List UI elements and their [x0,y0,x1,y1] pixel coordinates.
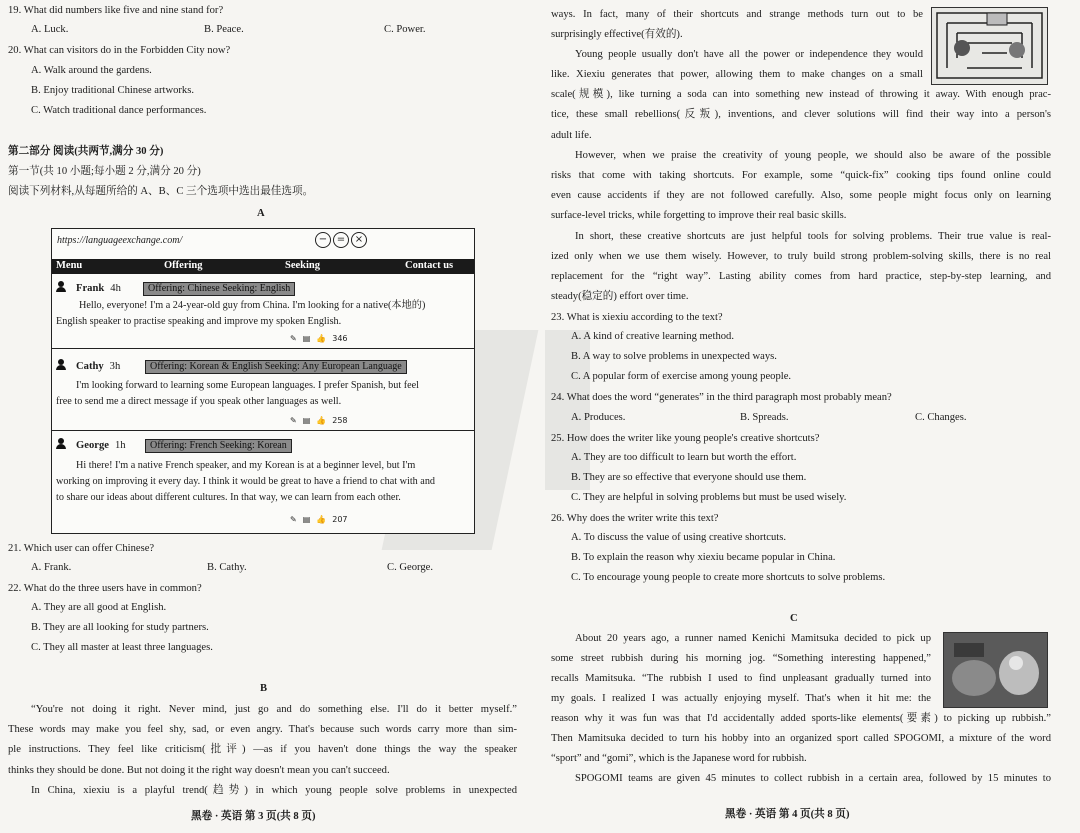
window-controls [315,232,367,248]
user-icon [56,438,66,449]
passage-c-line: “sport” and “gomi”, which is the Japanese word for rubbish. [551,753,807,764]
website-url[interactable]: https://languageexchange.com/ [57,235,183,246]
passage-b-line: In short, these creative shortcuts are just helpful tools for solving problems. Their true value is real- [575,231,1051,242]
like-icon[interactable]: 👍 [316,416,327,425]
q19-option-c: C. Power. [384,24,426,35]
like-icon[interactable]: 👍 [316,515,327,524]
like-count: 346 [332,334,348,343]
minimize-icon[interactable]: − [315,232,331,248]
q21-option-b: B. Cathy. [207,562,247,573]
passage-b-line: “You're not doing it right. Never mind, just go and do something else. I'll do it better myself.” [31,704,517,715]
username[interactable]: Frank [76,283,105,294]
language-tag: Offering: French Seeking: Korean [145,439,292,453]
passage-b-line: scale(规模), like turning a soda can into something new instead of throwing it away. With enough prac- [551,89,1051,100]
passage-b-line: replacement for the “right way”. Lasting ability comes from hard practice, step-by-step learning, and [551,271,1051,282]
passage-c-line: recalls Mamitsuka. “The rubbish I used to find unpleasant gradually turned into [551,673,931,684]
maze-cartoon-image [931,7,1048,85]
right-page [540,0,1080,833]
passage-b-line: In China, xiexiu is a playful trend(趋势) in which young people solve problems in unexpected [31,785,517,796]
q22-option-b: B. They are all looking for study partners. [31,622,209,633]
passage-c-line: SPOGOMI teams are given 45 minutes to collect rubbish in a certain area, followed by 15 minutes to [575,773,1051,784]
q24-option-a: A. Produces. [571,412,626,423]
q26-option-a: A. To discuss the value of using creative shortcuts. [571,532,787,543]
edit-icon[interactable]: ✎ [290,334,297,343]
language-tag: Offering: Chinese Seeking: English [143,282,295,296]
passage-b-line: risks that come with taking shortcuts. For example, some “quick-fix” cooking tips found online could [551,170,1051,181]
username[interactable]: George [76,440,109,451]
passage-b-line: ple instructions. They feel like criticism(批评) —as if you haven't done things the way the speaker [8,744,517,755]
language-tag: Offering: Korean & English Seeking: Any European Language [145,360,407,374]
passage-b-line: adult life. [551,130,592,141]
nav-seeking[interactable]: Seeking [285,260,321,271]
spogomi-photo [943,632,1048,708]
q23-option-a: A. A kind of creative learning method. [571,331,734,342]
passage-c-line: some street rubbish during his morning jog. “Something interesting happened,” [551,653,931,664]
passage-c-letter: C [790,613,798,624]
passage-c-line: my goals. I realized I was actually enjoying myself. That's when it hit me: the [551,693,931,704]
user-icon [56,281,66,292]
q24-stem: 24. What does the word “generates” in the third paragraph most probably mean? [551,392,892,403]
q26-stem: 26. Why does the writer write this text? [551,513,719,524]
passage-b-line: ized only when we use them wisely. However, to truly build strong problem-solving skills, there is no real [551,251,1051,262]
post-text-line: I'm looking forward to learning some European languages. I prefer Spanish, but feel [76,380,420,391]
language-exchange-website [51,228,475,534]
q24-option-c: C. Changes. [915,412,967,423]
q23-option-c: C. A popular form of exercise among young people. [571,371,792,382]
user-icon [56,359,66,370]
post-actions [284,515,348,524]
post-george [52,432,474,532]
passage-b-line: steady(稳定的) effort over time. [551,291,689,302]
passage-a-letter: A [257,208,265,219]
post-header [56,281,121,294]
post-time: 1h [114,440,126,451]
nav-menu[interactable]: Menu [56,260,83,271]
q23-stem: 23. What is xiexiu according to the text? [551,312,723,323]
page-footer: 黑卷 · 英语 第 4 页(共 8 页) [725,809,850,820]
section-instructions: 阅读下列材料,从每题所给的 A、B、C 三个选项中选出最佳选项。 [8,186,314,197]
comment-icon[interactable]: ▤ [302,515,311,524]
passage-b-line: surprisingly effective(有效的). [551,29,683,40]
section-title: 第二部分 阅读(共两节,满分 30 分) [8,146,164,157]
passage-c-line: reason why it was fun was that I'd accidentally added sports-like elements(要素) to picking up rubbish.” [551,713,1051,724]
page-footer: 黑卷 · 英语 第 3 页(共 8 页) [191,811,316,822]
post-frank [52,276,474,349]
like-count: 207 [332,515,348,524]
post-time: 3h [109,361,121,372]
nav-contact-us[interactable]: Contact us [405,260,454,271]
q25-option-a: A. They are too difficult to learn but worth the effort. [571,452,797,463]
q20-option-c: C. Watch traditional dance performances. [31,105,207,116]
left-page [0,0,530,833]
close-icon[interactable]: × [351,232,367,248]
edit-icon[interactable]: ✎ [290,515,297,524]
passage-b-line: thinks they should be done. But not doing it the right way doesn't mean you can't succeed. [8,765,390,776]
q25-option-c: C. They are helpful in solving problems but must be used wisely. [571,492,847,503]
post-text-line: working on improving it every day. I think it would be great to have a friend to chat with and [56,476,436,487]
username[interactable]: Cathy [76,361,104,372]
q22-option-c: C. They all master at least three languages. [31,642,213,653]
q24-option-b: B. Spreads. [740,412,789,423]
q20-stem: 20. What can visitors do in the Forbidden City now? [8,45,231,56]
q26-option-b: B. To explain the reason why xiexiu became popular in China. [571,552,836,563]
q25-option-b: B. They are so effective that everyone should use them. [571,472,807,483]
post-actions [284,334,348,343]
post-time: 4h [110,283,121,294]
q20-option-a: A. Walk around the gardens. [31,65,152,76]
post-cathy [52,350,474,431]
passage-b-line: even cause accidents if they are not followed carefully. Also, some people might focus only on learning [551,190,1051,201]
post-header [56,438,126,451]
post-text-line: Hi there! I'm a native French speaker, and my Korean is at a beginner level, but I'm [76,460,416,471]
q25-stem: 25. How does the writer like young people's creative shortcuts? [551,433,820,444]
restore-icon[interactable]: = [333,232,349,248]
passage-b-line: ways. In fact, many of their shortcuts and strange methods turn out to be [551,9,923,20]
q23-option-b: B. A way to solve problems in unexpected ways. [571,351,777,362]
q19-option-b: B. Peace. [204,24,244,35]
post-actions [284,416,348,425]
post-text-line: English speaker to practise speaking and improve my spoken English. [56,316,342,327]
q22-option-a: A. They are all good at English. [31,602,167,613]
like-count: 258 [332,416,348,425]
section-subtitle: 第一节(共 10 小题;每小题 2 分,满分 20 分) [8,166,201,177]
passage-b-line: However, when we praise the creativity of young people, we should also be aware of the possible [575,150,1051,161]
post-text-line: to share our ideas about different cultures. In that way, we can learn from each other. [56,492,401,503]
post-header [56,359,120,372]
passage-b-line: These words may make you feel shy, sad, or even angry. That's because such words carry more than sim- [8,724,517,735]
like-icon[interactable]: 👍 [316,334,327,343]
q19-stem: 19. What did numbers like five and nine stand for? [8,5,224,16]
passage-b-letter: B [260,683,268,694]
post-text-line: free to send me a direct message if you speak other languages as well. [56,396,342,407]
comment-icon[interactable]: ▤ [302,416,311,425]
passage-c-line: About 20 years ago, a runner named Kenichi Mamitsuka decided to pick up [575,633,931,644]
passage-c-line: Then Mamitsuka decided to turn his hobby into an organized sport called SPOGOMI, a mixture of the word [551,733,1051,744]
q22-stem: 22. What do the three users have in common? [8,583,202,594]
nav-bar [52,259,474,274]
passage-b-line: like. Xiexiu generates that power, allowing them to make changes on a small [551,69,923,80]
passage-b-line: tice, these small rebellions(反叛), inventions, and clever solutions will find their way into a person's [551,109,1051,120]
edit-icon[interactable]: ✎ [290,416,297,425]
q21-stem: 21. Which user can offer Chinese? [8,543,155,554]
q19-option-a: A. Luck. [31,24,69,35]
nav-offering[interactable]: Offering [164,260,203,271]
q21-option-c: C. George. [387,562,433,573]
passage-b-line: surface-level tricks, while forgetting to improve their real basic skills. [551,210,847,221]
post-text-line: Hello, everyone! I'm a 24-year-old guy from China. I'm looking for a native(本地的) [79,300,426,311]
q26-option-c: C. To encourage young people to create more shortcuts to solve problems. [571,572,886,583]
q21-option-a: A. Frank. [31,562,72,573]
comment-icon[interactable]: ▤ [302,334,311,343]
q20-option-b: B. Enjoy traditional Chinese artworks. [31,85,194,96]
passage-b-line: Young people usually don't have all the power or independence they would [575,49,923,60]
